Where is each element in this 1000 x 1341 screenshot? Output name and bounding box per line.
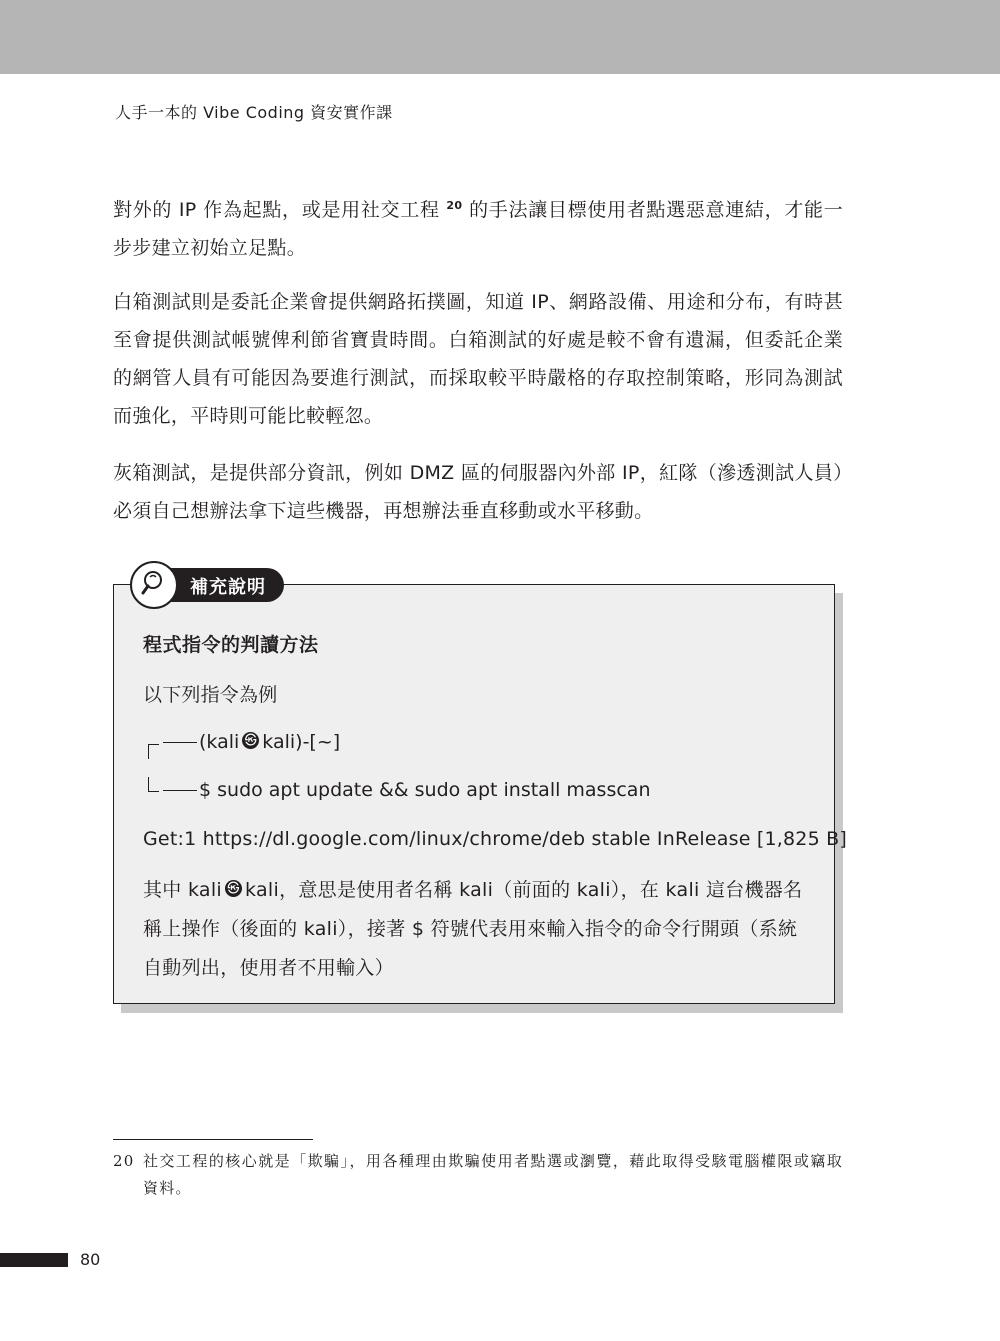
terminal-output: Get:1 https://dl.google.com/linux/chrome/deb stable InRelease [1,825 B] (143, 828, 847, 850)
terminal-command-line (148, 779, 651, 801)
paragraph-1 (113, 191, 843, 267)
kali-symbol-icon: ㉿ (242, 732, 259, 749)
prompt-user: (kali (199, 731, 240, 753)
footnote-text: 社交工程的核心就是「欺騙」，用各種理由欺騙使用者點選或瀏覽，藉此取得受駭電腦權限或竊取資料。 (143, 1152, 843, 1197)
note-explanation (143, 871, 808, 988)
footnote-rule (113, 1139, 313, 1140)
page-number: 80 (80, 1250, 101, 1269)
prompt-corner-top (148, 744, 159, 759)
page-number-bar (0, 1253, 68, 1267)
paragraph-3: 灰箱測試，是提供部分資訊，例如 DMZ 區的伺服器內外部 IP，紅隊（滲透測試人員）必須自己想辦法拿下這些機器，再想辦法垂直移動或水平移動。 (113, 462, 843, 522)
footnote (113, 1148, 843, 1202)
footnote-number: 20 (113, 1152, 135, 1170)
explain-rest: kali，意思是使用者名稱 kali（前面的 kali），在 kali 這台機器名稱上操作（後面的 kali），接著 $ 符號代表用來輸入指令的命令行開頭（系統自動列出，使用者不用輸入） (143, 879, 803, 979)
p1-text-after: 的手法讓目標使用者點選惡意連結，才能一步步建立初始立足點。 (113, 199, 844, 259)
prompt-corner-bottom (148, 777, 159, 792)
footnote-reference[interactable]: 20 (446, 199, 463, 212)
running-title: 人手一本的 Vibe Coding 資安實作課 (115, 103, 393, 122)
prompt-dash (163, 742, 197, 743)
command-dash (163, 790, 197, 791)
header-bar (0, 0, 1000, 74)
note-intro: 以下列指令為例 (143, 684, 278, 706)
explain-start: 其中 kali (143, 879, 223, 901)
badge-label: 補充說明 (190, 577, 266, 598)
paragraph-2: 白箱測試則是委託企業會提供網路拓撲圖，知道 IP、網路設備、用途和分布，有時甚至會提供測試帳號俾利節省寶貴時間。白箱測試的好處是較不會有遺漏，但委託企業的網管人員有可能因為要進行測試，而採取較平時嚴格的存取控制策略，形同為測試而強化，平時則可能比較輕忽。 (113, 291, 843, 427)
command-text: $ sudo apt update && sudo apt install masscan (199, 779, 651, 801)
p1-text-before: 對外的 IP 作為起點，或是用社交工程 (113, 199, 440, 221)
kali-symbol-icon: ㉿ (225, 880, 242, 897)
lightbulb-icon (130, 561, 178, 609)
terminal-prompt-line (148, 730, 340, 755)
note-badge (130, 561, 284, 609)
prompt-host: kali)-[~] (262, 731, 341, 753)
note-title: 程式指令的判讀方法 (143, 634, 319, 656)
